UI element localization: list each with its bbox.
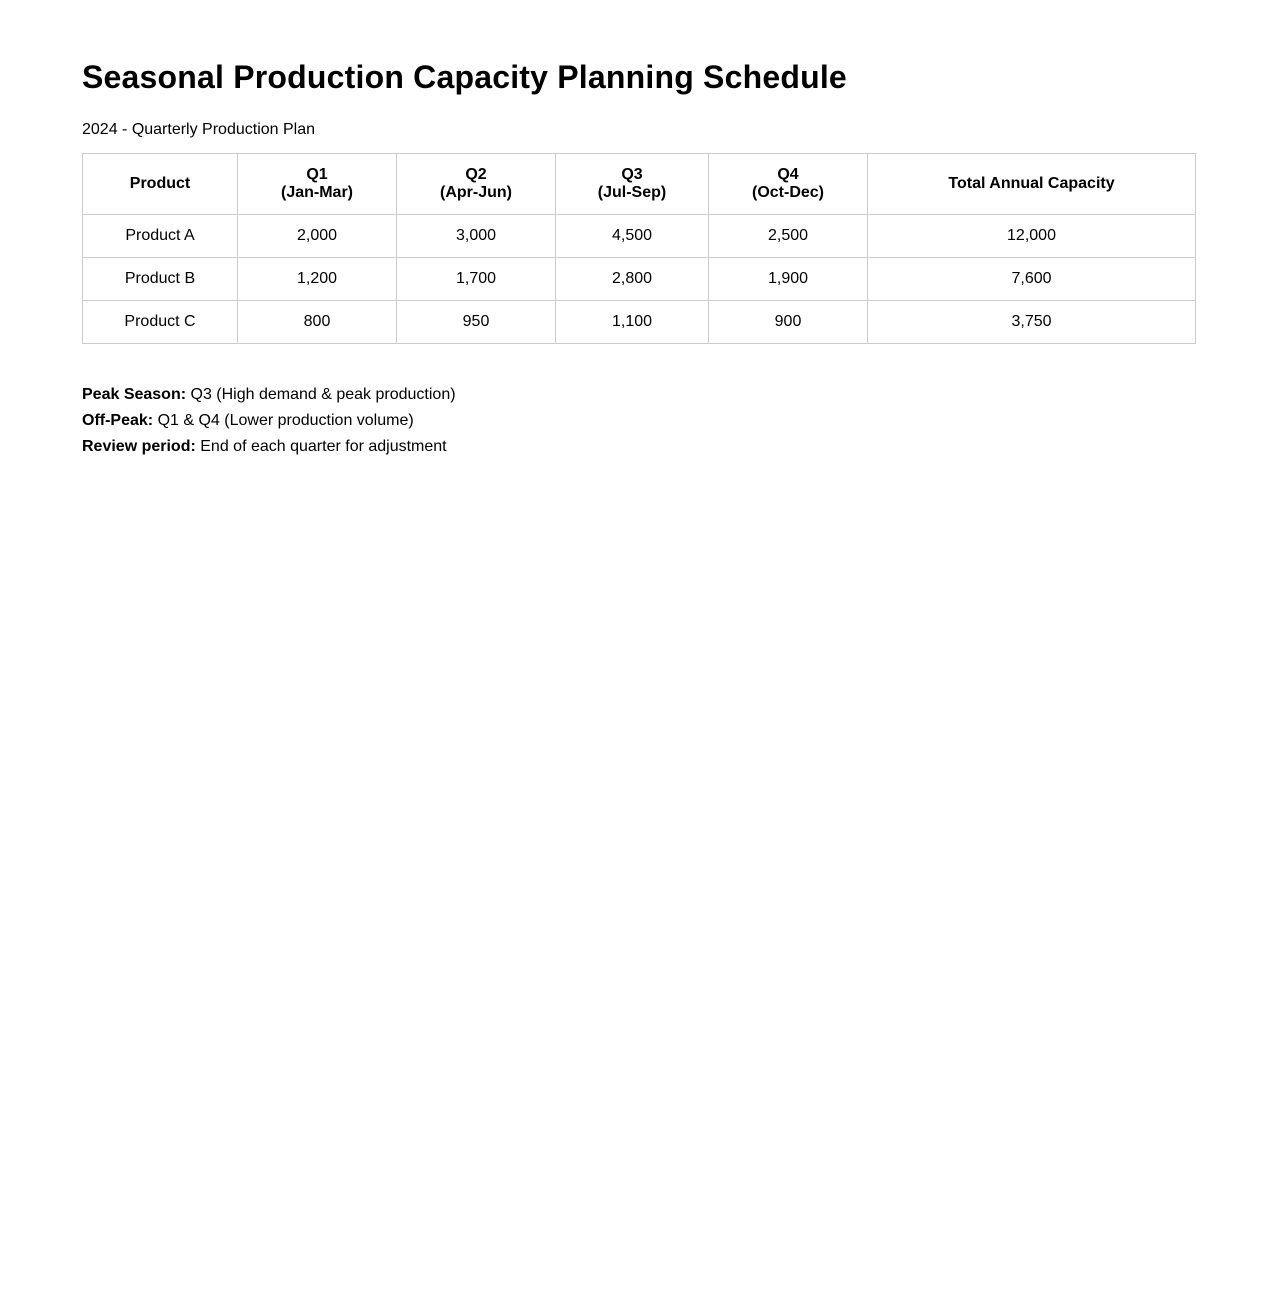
cell-q3: 2,800 [556,258,709,301]
note-label: Review period: [82,438,196,455]
header-label: Q1 [306,166,328,183]
production-capacity-table [82,153,1196,344]
note-text: Q3 (High demand & peak production) [186,386,456,403]
cell-q3: 4,500 [556,215,709,258]
header-q2 [397,154,556,215]
page-subtitle: 2024 - Quarterly Production Plan [82,121,316,138]
cell-q1: 2,000 [238,215,397,258]
header-total [868,154,1196,215]
header-product [83,154,238,215]
cell-product: Product C [83,301,238,344]
header-sublabel: (Oct-Dec) [751,184,824,201]
cell-q1: 1,200 [238,258,397,301]
table-header-row [83,154,1196,215]
cell-q2: 1,700 [397,258,556,301]
header-sublabel: (Jan-Mar) [280,184,353,201]
header-label: Total Annual Capacity [948,175,1115,192]
header-q1 [238,154,397,215]
cell-q2: 3,000 [397,215,556,258]
note-off-peak [82,408,456,434]
cell-q4: 2,500 [709,215,868,258]
header-label: Q4 [777,166,799,183]
cell-total: 12,000 [868,215,1196,258]
table-row [83,301,1196,344]
page-title: Seasonal Production Capacity Planning Schedule [82,59,847,95]
header-q4 [709,154,868,215]
cell-q3: 1,100 [556,301,709,344]
note-peak-season [82,382,456,408]
cell-q1: 800 [238,301,397,344]
header-q3 [556,154,709,215]
notes-section [82,382,456,460]
table-row [83,215,1196,258]
note-text: End of each quarter for adjustment [195,438,447,455]
table-row [83,258,1196,301]
header-sublabel: (Jul-Sep) [597,184,667,201]
note-review-period [82,434,456,460]
cell-q4: 1,900 [709,258,868,301]
cell-product: Product A [83,215,238,258]
note-text: Q1 & Q4 (Lower production volume) [153,412,414,429]
cell-total: 3,750 [868,301,1196,344]
note-label: Peak Season: [82,386,187,403]
cell-product: Product B [83,258,238,301]
header-label: Product [129,175,191,192]
header-label: Q3 [621,166,643,183]
cell-q2: 950 [397,301,556,344]
note-label: Off-Peak: [82,412,154,429]
cell-total: 7,600 [868,258,1196,301]
cell-q4: 900 [709,301,868,344]
header-label: Q2 [465,166,487,183]
header-sublabel: (Apr-Jun) [440,184,512,201]
